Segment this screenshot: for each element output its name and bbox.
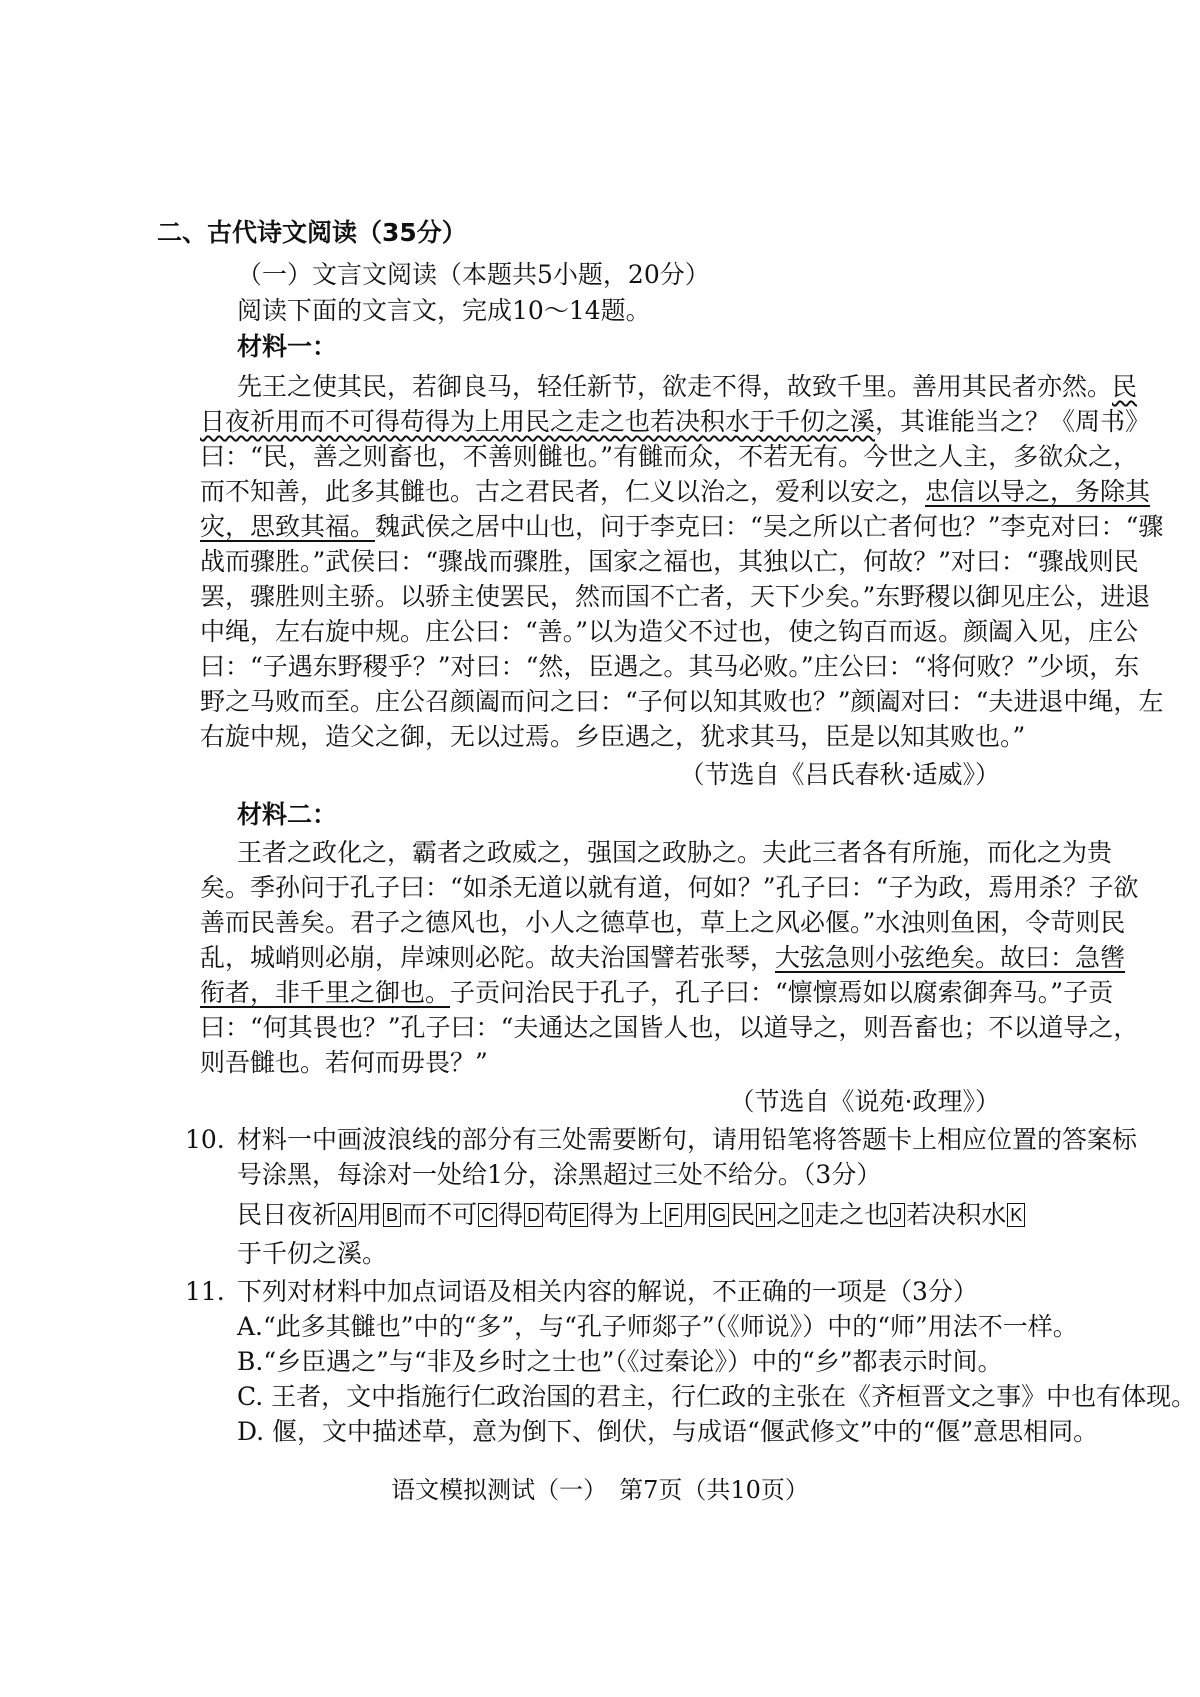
sequence-text: 而不可 [402,1200,478,1229]
passage-line: 罢，骤胜则主骄。以骄主使罢民，然而国不亡者，天下少矣。”东野稷以御见庄公，进退 [200,582,1151,611]
sequence-text: 民 [730,1200,756,1229]
passage-line: 先王之使其民，若御良马，轻任新节，欲走不得，故致千里。善用其民者亦然。民 [237,372,1138,401]
passage-line: 曰：“何其畏也？”孔子曰：“夫通达之国皆人也，以道导之，则吾畜也；不以道导之， [200,1013,1139,1042]
material1-label: 材料一： [237,332,338,361]
passage-line: 而不知善，此多其雠也。古之君民者，仁义以治之，爱利以安之，忠信以导之，务除其 [200,477,1151,506]
passage-line: 中绳，左右旋中规。庄公曰：“善。”以为造父不过也，使之钩百而返。颜阖入见，庄公 [200,617,1139,646]
sequence-text: 之 [776,1200,802,1229]
instruction: 阅读下面的文言文，完成10～14题。 [237,296,651,325]
passage-line: 日夜祈用而不可得苟得为上用民之走之也若决积水于千仞之溪，其谁能当之？《周书》 [200,407,1151,436]
passage-line: 则吾雠也。若何而毋畏？” [200,1048,488,1077]
sequence-tail: 于千仞之溪。 [237,1239,388,1268]
passage-line: 右旋中规，造父之御，无以过焉。乡臣遇之，犹求其马，臣是以知其败也。” [200,722,1026,751]
passage-line: 善而民善矣。君子之德风也，小人之德草也，草上之风必偃。”水浊则鱼困，令苛则民 [200,908,1126,937]
passage-line: 王者之政化之，霸者之政威之，强国之政胁之。夫此三者各有所施，而化之为贵 [237,838,1113,867]
underlined-text: 衔者，非千里之御也。 [200,978,451,1007]
sequence-text: 用 [357,1200,383,1229]
underlined-text: 灾，思致其福。 [200,512,376,541]
sequence-text: 民日夜祈 [237,1200,338,1229]
answer-marker-i: I [802,1203,813,1227]
passage-line: 野之马败而至。庄公召颜阖而问之曰：“子何以知其败也？”颜阖对曰：“夫进退中绳，左 [200,687,1164,716]
underlined-text: 忠信以导之，务除其 [925,477,1151,506]
answer-marker-a: A [338,1203,356,1227]
underlined-text: 大弦急则小弦绝矣。故曰：急辔 [775,943,1126,972]
question-stem: 材料一中画波浪线的部分有三处需要断句，请用铅笔将答题卡上相应位置的答案标 [237,1125,1138,1154]
passage-line: 曰：“子遇东野稷乎？”对曰：“然，臣遇之。其马必败。”庄公曰：“将何败？”少顷，东 [200,652,1140,681]
material2-label: 材料二： [237,800,338,829]
answer-marker-h: H [756,1203,775,1227]
question-stem: 号涂黑，每涂对一处给1分，涂黑超过三处不给分。（3分） [237,1160,882,1189]
option-d: D. 偃，文中描述草，意为倒下、倒伏，与成语“偃武修文”中的“偃”意思相同。 [237,1417,1099,1446]
answer-marker-e: E [570,1203,588,1227]
answer-marker-b: B [383,1203,401,1227]
option-a: A.“此多其雠也”中的“多”，与“孔子师郯子”（《师说》）中的“师”用法不一样。 [237,1312,1078,1341]
passage-line: 曰：“民，善之则畜也，不善则雠也。”有雠而众，不若无有。今世之人主，多欲众之， [200,442,1139,471]
passage-line: 衔者，非千里之御也。子贡问治民于孔子，孔子曰：“懔懔焉如以腐索御奔马。”子贡 [200,978,1114,1007]
answer-marker-sequence [237,1200,1026,1230]
sequence-text: 苟 [544,1200,570,1229]
part-title: （一）文言文阅读（本题共5小题，20分） [237,260,710,289]
question-number: 11. [185,1277,225,1306]
question-stem: 下列对材料中加点词语及相关内容的解说，不正确的一项是（3分） [237,1277,978,1306]
answer-marker-k: K [1007,1203,1025,1227]
sequence-text: 若决积水 [906,1200,1007,1229]
sequence-text: 走之也 [814,1200,890,1229]
sequence-text: 用 [683,1200,709,1229]
answer-marker-d: D [524,1203,543,1227]
passage-line: 矣。季孙问于孔子曰：“如杀无道以就有道，何如？”孔子曰：“子为政，焉用杀？子欲 [200,873,1139,902]
source-citation: （节选自《说苑·政理》） [729,1087,1000,1116]
sequence-text: 得为上 [589,1200,665,1229]
answer-marker-g: G [709,1203,729,1227]
page-footer: 语文模拟测试（一） 第7页（共10页） [391,1476,809,1504]
section-title: 二、古代诗文阅读（35分） [157,218,467,247]
option-c: C. 王者，文中指施行仁政治国的君主，行仁政的主张在《齐桓晋文之事》中也有体现。 [237,1382,1197,1411]
sequence-text: 得 [498,1200,524,1229]
source-citation: （节选自《吕氏春秋·适威》） [679,760,1000,789]
option-b: B.“乡臣遇之”与“非及乡时之士也”（《过秦论》）中的“乡”都表示时间。 [237,1347,1003,1376]
answer-marker-c: C [478,1203,497,1227]
passage-line: 灾，思致其福。魏武侯之居中山也，问于李克曰：“吴之所以亡者何也？”李克对曰：“骤 [200,512,1164,541]
question-number: 10. [185,1125,225,1154]
wavy-underline-text: 日夜祈用而不可得苟得为上用民之走之也若决积水于千仞之溪 [200,407,876,436]
passage-line: 乱，城峭则必崩，岸竦则必陀。故夫治国譬若张琴，大弦急则小弦绝矣。故曰：急辔 [200,943,1126,972]
answer-marker-f: F [665,1203,682,1227]
answer-marker-j: J [890,1203,905,1227]
passage-line: 战而骤胜。”武侯曰：“骤战而骤胜，国家之福也，其独以亡，何故？”对曰：“骤战则民 [200,547,1139,576]
